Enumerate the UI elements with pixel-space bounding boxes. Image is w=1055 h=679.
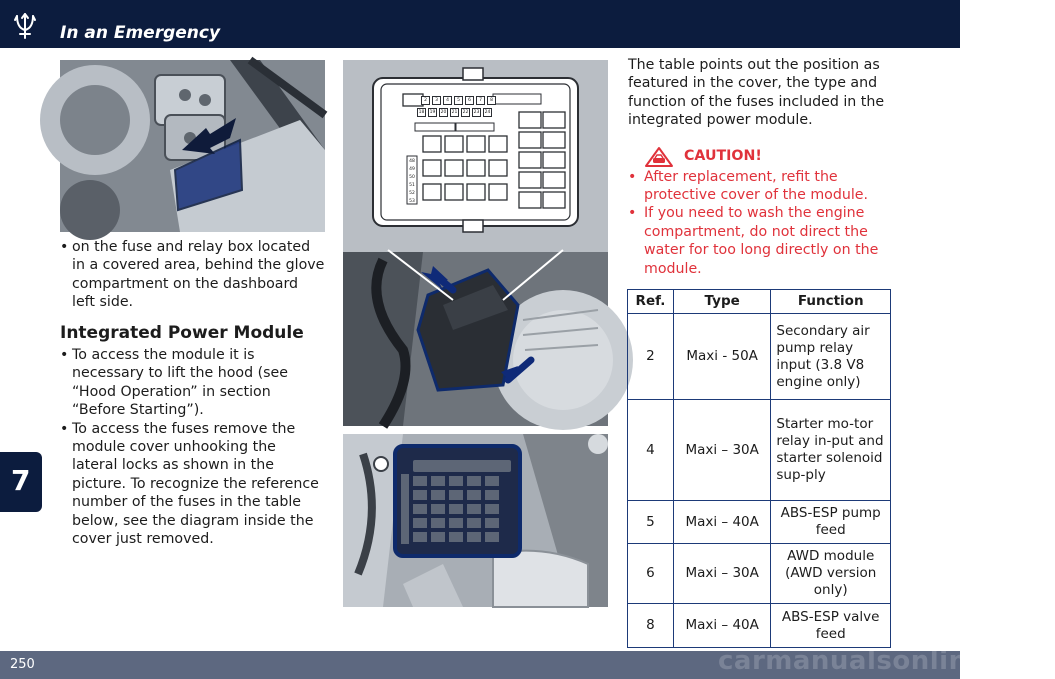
- type-cell: Maxi – 30A: [673, 544, 770, 604]
- ref-cell: 5: [628, 501, 674, 544]
- function-cell: ABS-ESP pump feed: [771, 501, 891, 544]
- fuse-table: [627, 289, 891, 648]
- fuse-label: 51: [409, 183, 415, 188]
- function-cell: ABS-ESP valve feed: [771, 604, 891, 648]
- column-header: Ref.: [628, 290, 674, 314]
- fuse-side-labels: [407, 158, 417, 206]
- table-row: [628, 314, 891, 400]
- ref-cell: 6: [628, 544, 674, 604]
- watermark: carmanualsonline.info: [718, 646, 1055, 676]
- fuse-label: 21: [451, 110, 458, 115]
- ref-cell: 8: [628, 604, 674, 648]
- column-header: Type: [673, 290, 770, 314]
- section-heading: Integrated Power Module: [60, 322, 304, 343]
- trident-logo-icon: [8, 8, 42, 40]
- fuse-label: 50: [409, 175, 415, 180]
- right-text-column: [628, 56, 894, 278]
- fuse-box-photo: [343, 434, 608, 607]
- fuse-label: 6: [465, 96, 474, 105]
- fuse-label: 23: [473, 110, 480, 115]
- caution-bullet: • After replacement, refit the protective cover of the module.: [628, 168, 894, 205]
- fuse-label: 2: [421, 96, 430, 105]
- type-cell: Maxi - 50A: [673, 314, 770, 400]
- cover-bullet: • To access the fuses remove the module cover unhooking the lateral locks as shown in the picture. To recognize the reference number of the fuses in the table below, see the diagram inside the cover just removed.: [60, 420, 325, 549]
- table-row: [628, 400, 891, 501]
- fuse-label: 48: [409, 159, 415, 164]
- type-cell: Maxi – 40A: [673, 501, 770, 544]
- caution-title: CAUTION!: [684, 148, 762, 165]
- fuse-label: 49: [409, 167, 415, 172]
- fuse-label: 24: [484, 110, 491, 115]
- glovebox-fuse-photo: [60, 60, 325, 232]
- section-title: In an Emergency: [60, 23, 221, 43]
- fuse-label: 20: [440, 110, 447, 115]
- table-row: [628, 544, 891, 604]
- table-intro: The table points out the position as featured in the cover, the type and function of the fuses included in the integrated power module.: [628, 57, 885, 129]
- function-cell: AWD module (AWD version only): [771, 544, 891, 604]
- fuse-label: 7: [476, 96, 485, 105]
- type-cell: Maxi – 30A: [673, 400, 770, 501]
- function-cell: Starter mo-tor relay in-put and starter solenoid sup-ply: [771, 400, 891, 501]
- fuse-label: 19: [429, 110, 436, 115]
- table-row: [628, 604, 891, 648]
- column-header: Function: [771, 290, 891, 314]
- fuse-label: 22: [462, 110, 469, 115]
- fuse-label: 3: [432, 96, 441, 105]
- type-cell: Maxi – 40A: [673, 604, 770, 648]
- left-text-column: [60, 238, 325, 549]
- fuse-label: 18: [418, 110, 425, 115]
- caution-warning-icon: [644, 146, 674, 168]
- fuse-label: 5: [454, 96, 463, 105]
- ref-cell: 2: [628, 314, 674, 400]
- fuse-label: 4: [443, 96, 452, 105]
- hood-bullet: • To access the module it is necessary to lift the hood (see “Hood Operation” in section “Before Starting”).: [60, 346, 325, 420]
- fuse-row-second: [417, 108, 492, 117]
- fuse-label: 53: [409, 199, 415, 204]
- chapter-number: 7: [11, 464, 31, 497]
- caution-bullet: • If you need to wash the engine compartment, do not direct the water for too long directly on the module.: [628, 204, 894, 278]
- page-number: 250: [10, 657, 35, 672]
- function-cell: Secondary air pump relay input (3.8 V8 engine only): [771, 314, 891, 400]
- fuse-label: 52: [409, 191, 415, 196]
- glovebox-bullet: • on the fuse and relay box located in a covered area, behind the glove compartment on the dashboard left side.: [60, 238, 325, 312]
- table-header-row: [628, 290, 891, 314]
- caution-block: [628, 146, 894, 278]
- power-module-photo: [343, 60, 608, 426]
- fuse-row-top: [421, 96, 496, 105]
- table-row: [628, 501, 891, 544]
- ref-cell: 4: [628, 400, 674, 501]
- fuse-label: 8: [487, 96, 496, 105]
